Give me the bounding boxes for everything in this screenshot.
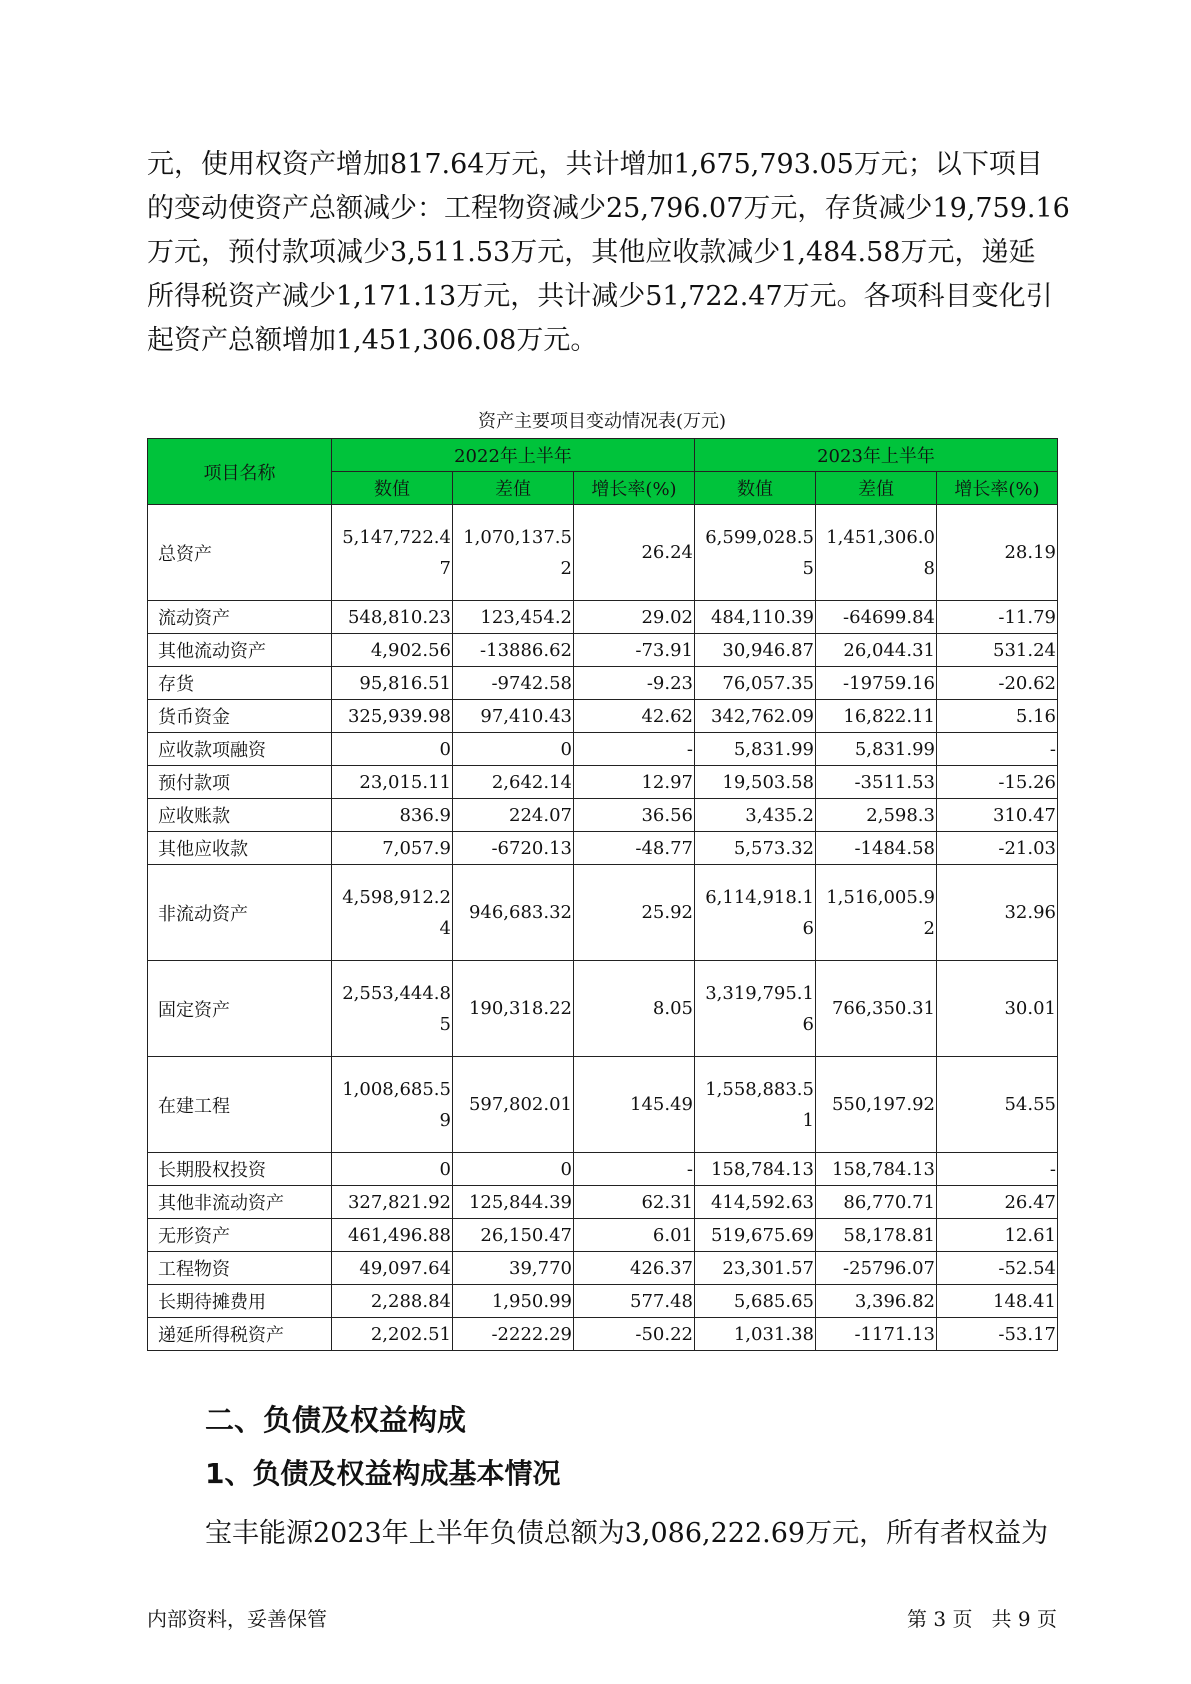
row-cell: - xyxy=(937,733,1058,766)
row-cell: 39,770 xyxy=(453,1252,574,1285)
row-name: 在建工程 xyxy=(148,1057,332,1153)
row-cell: -9742.58 xyxy=(453,667,574,700)
row-cell: -1171.13 xyxy=(816,1318,937,1351)
row-name: 递延所得税资产 xyxy=(148,1318,332,1351)
intro-line: 所得税资产减少1,171.13万元，共计减少51,722.47万元。各项科目变化引 xyxy=(147,281,1053,312)
row-cell: 0 xyxy=(453,1153,574,1186)
intro-line: 起资产总额增加1,451,306.08万元。 xyxy=(147,325,598,356)
table-row xyxy=(148,1153,1058,1186)
row-cell: - xyxy=(574,1153,695,1186)
row-name: 长期待摊费用 xyxy=(148,1285,332,1318)
row-cell: 2,553,444.85 xyxy=(332,961,453,1057)
table-row xyxy=(148,1318,1058,1351)
row-cell: 0 xyxy=(332,1153,453,1186)
asset-change-table xyxy=(147,438,1058,1351)
row-name: 存货 xyxy=(148,667,332,700)
table-row xyxy=(148,1285,1058,1318)
row-cell: 23,015.11 xyxy=(332,766,453,799)
table-row xyxy=(148,667,1058,700)
row-cell: 2,598.3 xyxy=(816,799,937,832)
row-cell: 54.55 xyxy=(937,1057,1058,1153)
row-cell: 95,816.51 xyxy=(332,667,453,700)
row-cell: - xyxy=(937,1153,1058,1186)
table-row xyxy=(148,799,1058,832)
row-name: 流动资产 xyxy=(148,601,332,634)
row-cell: 58,178.81 xyxy=(816,1219,937,1252)
row-cell: 42.62 xyxy=(574,700,695,733)
row-cell: - xyxy=(574,733,695,766)
table-row xyxy=(148,505,1058,601)
table-row xyxy=(148,865,1058,961)
row-cell: -11.79 xyxy=(937,601,1058,634)
row-cell: -15.26 xyxy=(937,766,1058,799)
row-cell: 5,573.32 xyxy=(695,832,816,865)
row-cell: 836.9 xyxy=(332,799,453,832)
row-cell: -3511.53 xyxy=(816,766,937,799)
row-cell: -25796.07 xyxy=(816,1252,937,1285)
row-cell: 946,683.32 xyxy=(453,865,574,961)
row-cell: 6,599,028.55 xyxy=(695,505,816,601)
liability-paragraph: 宝丰能源2023年上半年负债总额为3,086,222.69万元，所有者权益为 xyxy=(205,1518,1049,1549)
row-cell: 32.96 xyxy=(937,865,1058,961)
header-col-growth: 增长率(%) xyxy=(574,472,695,505)
row-cell: 26.24 xyxy=(574,505,695,601)
row-cell: -21.03 xyxy=(937,832,1058,865)
row-cell: 76,057.35 xyxy=(695,667,816,700)
row-name: 总资产 xyxy=(148,505,332,601)
row-cell: 1,070,137.52 xyxy=(453,505,574,601)
header-project-name: 项目名称 xyxy=(148,439,332,505)
row-cell: 3,319,795.16 xyxy=(695,961,816,1057)
table-row xyxy=(148,832,1058,865)
section-heading: 二、负债及权益构成 xyxy=(205,1403,467,1437)
row-cell: 4,598,912.24 xyxy=(332,865,453,961)
row-cell: 23,301.57 xyxy=(695,1252,816,1285)
row-cell: -9.23 xyxy=(574,667,695,700)
row-cell: 16,822.11 xyxy=(816,700,937,733)
row-cell: 0 xyxy=(332,733,453,766)
row-cell: 519,675.69 xyxy=(695,1219,816,1252)
header-col-diff: 差值 xyxy=(816,472,937,505)
row-name: 其他流动资产 xyxy=(148,634,332,667)
table-row xyxy=(148,1057,1058,1153)
row-cell: -13886.62 xyxy=(453,634,574,667)
row-cell: -50.22 xyxy=(574,1318,695,1351)
row-cell: 26,150.47 xyxy=(453,1219,574,1252)
row-cell: -53.17 xyxy=(937,1318,1058,1351)
table-row xyxy=(148,766,1058,799)
row-cell: 26,044.31 xyxy=(816,634,937,667)
sub-heading: 1、负债及权益构成基本情况 xyxy=(205,1457,561,1490)
row-cell: 1,516,005.92 xyxy=(816,865,937,961)
table-row xyxy=(148,1252,1058,1285)
row-cell: 97,410.43 xyxy=(453,700,574,733)
row-cell: 2,288.84 xyxy=(332,1285,453,1318)
row-cell: 5.16 xyxy=(937,700,1058,733)
row-name: 应收款项融资 xyxy=(148,733,332,766)
row-cell: 597,802.01 xyxy=(453,1057,574,1153)
row-name: 其他应收款 xyxy=(148,832,332,865)
row-cell: 25.92 xyxy=(574,865,695,961)
row-cell: 30.01 xyxy=(937,961,1058,1057)
row-cell: 3,435.2 xyxy=(695,799,816,832)
row-cell: 4,902.56 xyxy=(332,634,453,667)
row-cell: 1,008,685.59 xyxy=(332,1057,453,1153)
row-cell: 158,784.13 xyxy=(695,1153,816,1186)
row-cell: 28.19 xyxy=(937,505,1058,601)
row-name: 固定资产 xyxy=(148,961,332,1057)
row-cell: 36.56 xyxy=(574,799,695,832)
intro-paragraph xyxy=(147,143,1070,363)
row-name: 长期股权投资 xyxy=(148,1153,332,1186)
header-2023-h1: 2023年上半年 xyxy=(695,439,1058,472)
row-cell: 86,770.71 xyxy=(816,1186,937,1219)
table-row xyxy=(148,733,1058,766)
row-cell: 6,114,918.16 xyxy=(695,865,816,961)
row-cell: 766,350.31 xyxy=(816,961,937,1057)
row-cell: -6720.13 xyxy=(453,832,574,865)
intro-line: 的变动使资产总额减少：工程物资减少25,796.07万元，存货减少19,759.16 xyxy=(147,193,1070,224)
row-cell: 125,844.39 xyxy=(453,1186,574,1219)
row-name: 预付款项 xyxy=(148,766,332,799)
footer-confidential-note: 内部资料，妥善保管 xyxy=(147,1607,327,1631)
row-cell: 8.05 xyxy=(574,961,695,1057)
row-cell: 550,197.92 xyxy=(816,1057,937,1153)
row-cell: -20.62 xyxy=(937,667,1058,700)
row-cell: 29.02 xyxy=(574,601,695,634)
row-cell: 148.41 xyxy=(937,1285,1058,1318)
row-cell: 414,592.63 xyxy=(695,1186,816,1219)
row-cell: 531.24 xyxy=(937,634,1058,667)
row-name: 无形资产 xyxy=(148,1219,332,1252)
intro-line: 元，使用权资产增加817.64万元，共计增加1,675,793.05万元；以下项目 xyxy=(147,149,1043,180)
intro-line: 万元，预付款项减少3,511.53万元，其他应收款减少1,484.58万元，递延 xyxy=(147,237,1036,268)
table-row xyxy=(148,961,1058,1057)
row-cell: -19759.16 xyxy=(816,667,937,700)
row-cell: 2,642.14 xyxy=(453,766,574,799)
row-cell: 1,950.99 xyxy=(453,1285,574,1318)
row-name: 工程物资 xyxy=(148,1252,332,1285)
table-row xyxy=(148,601,1058,634)
row-cell: 5,147,722.47 xyxy=(332,505,453,601)
row-cell: 5,831.99 xyxy=(695,733,816,766)
row-cell: 310.47 xyxy=(937,799,1058,832)
row-cell: 224.07 xyxy=(453,799,574,832)
row-cell: 12.97 xyxy=(574,766,695,799)
header-col-value: 数值 xyxy=(695,472,816,505)
row-cell: 26.47 xyxy=(937,1186,1058,1219)
row-cell: -64699.84 xyxy=(816,601,937,634)
row-cell: 1,031.38 xyxy=(695,1318,816,1351)
row-cell: 2,202.51 xyxy=(332,1318,453,1351)
row-cell: 548,810.23 xyxy=(332,601,453,634)
footer-page-number: 第 3 页 共 9 页 xyxy=(907,1607,1057,1631)
row-name: 其他非流动资产 xyxy=(148,1186,332,1219)
header-col-value: 数值 xyxy=(332,472,453,505)
row-cell: 6.01 xyxy=(574,1219,695,1252)
row-cell: 5,831.99 xyxy=(816,733,937,766)
row-cell: 62.31 xyxy=(574,1186,695,1219)
row-cell: 12.61 xyxy=(937,1219,1058,1252)
row-cell: 325,939.98 xyxy=(332,700,453,733)
row-cell: 5,685.65 xyxy=(695,1285,816,1318)
row-cell: -73.91 xyxy=(574,634,695,667)
row-cell: 342,762.09 xyxy=(695,700,816,733)
row-cell: 426.37 xyxy=(574,1252,695,1285)
row-cell: 7,057.9 xyxy=(332,832,453,865)
row-cell: 577.48 xyxy=(574,1285,695,1318)
table-row xyxy=(148,1186,1058,1219)
table-caption: 资产主要项目变动情况表(万元) xyxy=(477,411,727,432)
row-cell: 461,496.88 xyxy=(332,1219,453,1252)
row-name: 非流动资产 xyxy=(148,865,332,961)
row-cell: 19,503.58 xyxy=(695,766,816,799)
row-cell: 484,110.39 xyxy=(695,601,816,634)
row-cell: 1,451,306.08 xyxy=(816,505,937,601)
header-2022-h1: 2022年上半年 xyxy=(332,439,695,472)
row-cell: 190,318.22 xyxy=(453,961,574,1057)
header-col-diff: 差值 xyxy=(453,472,574,505)
table-row xyxy=(148,634,1058,667)
row-cell: 123,454.2 xyxy=(453,601,574,634)
row-cell: -48.77 xyxy=(574,832,695,865)
row-cell: 0 xyxy=(453,733,574,766)
row-cell: -2222.29 xyxy=(453,1318,574,1351)
row-name: 货币资金 xyxy=(148,700,332,733)
row-cell: 327,821.92 xyxy=(332,1186,453,1219)
row-cell: -52.54 xyxy=(937,1252,1058,1285)
row-cell: 30,946.87 xyxy=(695,634,816,667)
row-name: 应收账款 xyxy=(148,799,332,832)
row-cell: 1,558,883.51 xyxy=(695,1057,816,1153)
row-cell: 3,396.82 xyxy=(816,1285,937,1318)
table-row xyxy=(148,700,1058,733)
table-row xyxy=(148,1219,1058,1252)
row-cell: 158,784.13 xyxy=(816,1153,937,1186)
row-cell: 145.49 xyxy=(574,1057,695,1153)
header-col-growth: 增长率(%) xyxy=(937,472,1058,505)
row-cell: 49,097.64 xyxy=(332,1252,453,1285)
row-cell: -1484.58 xyxy=(816,832,937,865)
